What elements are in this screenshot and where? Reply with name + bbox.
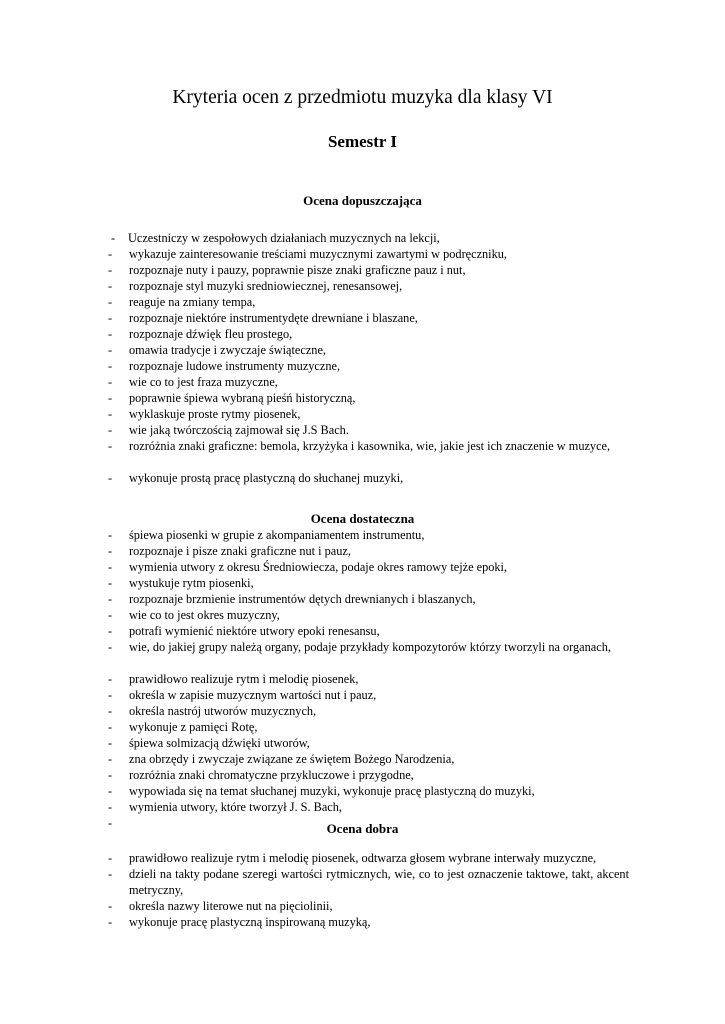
bullet-dash: - — [108, 704, 113, 718]
bullet-dash: - — [108, 816, 113, 830]
bullet-dash: - — [108, 295, 113, 309]
bullet-dash: - — [108, 624, 113, 638]
bullet-dash: - — [108, 688, 113, 702]
criteria-list-dostateczna — [0, 527, 725, 831]
bullet-dash: - — [108, 359, 113, 373]
semester-heading: Semestr I — [327, 132, 398, 151]
list-item: - Uczestniczy w zespołowych działaniach muzycznych na lekcji, — [111, 231, 440, 245]
bullet-dash: - — [108, 528, 113, 542]
bullet-dash: - — [108, 279, 113, 293]
list-item: - rozróżnia znaki graficzne: bemola, krzyżyka i kasownika, wie, jakie jest ich znaczenie w muzyce, — [108, 439, 611, 453]
list-item: - wie co to jest fraza muzyczne, — [108, 375, 278, 389]
bullet-dash: - — [108, 592, 113, 606]
bullet-dash: - — [108, 720, 113, 734]
list-item: - wykonuje z pamięci Rotę, — [108, 720, 258, 734]
list-item: - rozpoznaje i pisze znaki graficzne nut i pauz, — [108, 544, 351, 558]
list-item: - rozpoznaje nuty i pauzy, poprawnie pisze znaki graficzne pauz i nut, — [108, 263, 466, 277]
bullet-dash: - — [108, 327, 113, 341]
bullet-dash: - — [108, 343, 113, 357]
list-item: - reaguje na zmiany tempa, — [108, 295, 256, 309]
list-item: - omawia tradycje i zwyczaje świąteczne, — [108, 343, 326, 357]
list-item: - potrafi wymienić niektóre utwory epoki renesansu, — [108, 624, 380, 638]
bullet-dash: - — [108, 736, 113, 750]
bullet-dash: - — [108, 752, 113, 766]
list-item: - określa w zapisie muzycznym wartości nut i pauz, — [108, 688, 377, 702]
list-item: - wie, do jakiej grupy należą organy, podaje przykłady kompozytorów którzy tworzyli na organach, — [108, 640, 611, 654]
criteria-list-dobra — [0, 850, 725, 930]
list-item: - zna obrzędy i zwyczaje związane ze świętem Bożego Narodzenia, — [108, 752, 455, 766]
bullet-dash: - — [108, 768, 113, 782]
bullet-dash: - — [108, 560, 113, 574]
bullet-dash: - — [108, 576, 113, 590]
bullet-dash: - — [111, 231, 116, 245]
bullet-dash: - — [108, 784, 113, 798]
section-heading-dobra: Ocena dobra — [326, 821, 399, 836]
list-item: - wie co to jest okres muzyczny, — [108, 608, 280, 622]
list-item: - wie jaką twórczością zajmował się J.S Bach. — [108, 423, 349, 437]
bullet-dash: - — [108, 471, 113, 485]
bullet-dash: - — [108, 899, 113, 913]
criteria-list-dopuszczajaca — [0, 230, 725, 486]
list-item: - wystukuje rytm piosenki, — [108, 576, 254, 590]
bullet-dash: - — [108, 391, 113, 405]
bullet-dash: - — [108, 640, 113, 654]
list-item: - wykazuje zainteresowanie treściami muzycznymi zawartymi w podręczniku, — [108, 247, 507, 261]
list-item: - wykonuje pracę plastyczną inspirowaną muzyką, — [108, 915, 371, 929]
bullet-dash: - — [108, 544, 113, 558]
list-item: - rozpoznaje ludowe instrumenty muzyczne, — [108, 359, 341, 373]
bullet-dash: - — [108, 423, 113, 437]
bullet-dash: - — [108, 247, 113, 261]
list-item: - prawidłowo realizuje rytm i melodię piosenek, odtwarza głosem wybrane interwały muzyczne, — [108, 851, 597, 865]
list-item: - prawidłowo realizuje rytm i melodię piosenek, — [108, 672, 359, 686]
list-item: - rozróżnia znaki chromatyczne przykluczowe i przygodne, — [108, 768, 414, 782]
bullet-dash: - — [108, 439, 113, 453]
bullet-dash: - — [108, 407, 113, 421]
bullet-dash: - — [108, 608, 113, 622]
list-item: - poprawnie śpiewa wybraną pieśń historyczną, — [108, 391, 356, 405]
bullet-dash: - — [108, 263, 113, 277]
list-item: - rozpoznaje dźwięk fleu prostego, — [108, 327, 293, 341]
bullet-dash: - — [108, 311, 113, 325]
list-item: - określa nazwy literowe nut na pięciolinii, — [108, 899, 333, 913]
bullet-dash: - — [108, 915, 113, 929]
list-item: - rozpoznaje brzmienie instrumentów dętych drewnianych i blaszanych, — [108, 592, 476, 606]
list-item: - rozpoznaje styl muzyki sredniowiecznej, renesansowej, — [108, 279, 403, 293]
list-item: - śpiewa solmizacją dźwięki utworów, — [108, 736, 310, 750]
bullet-dash: - — [108, 375, 113, 389]
bullet-dash: - — [108, 867, 113, 881]
section-heading-dopuszczajaca: Ocena dopuszczająca — [303, 193, 422, 208]
bullet-dash: - — [108, 800, 113, 814]
list-item: - wypowiada się na temat słuchanej muzyki, wykonuje pracę plastyczną do muzyki, — [108, 784, 535, 798]
list-item: - wymienia utwory z okresu Średniowiecza, podaje okres ramowy tejże epoki, — [108, 560, 508, 574]
section-heading-dostateczna: Ocena dostateczna — [310, 511, 415, 526]
list-item: - śpiewa piosenki w grupie z akompaniamentem instrumentu, — [108, 528, 425, 542]
list-item: - wyklaskuje proste rytmy piosenek, — [108, 407, 301, 421]
list-item: - określa nastrój utworów muzycznych, — [108, 704, 317, 718]
bullet-dash: - — [108, 672, 113, 686]
list-item: - dzieli na takty podane szeregi wartości rytmicznych, wie, co to jest oznaczenie taktowe, takt, akcent metryczny, — [108, 867, 629, 897]
list-item: - rozpoznaje niektóre instrumentydęte drewniane i blaszane, — [108, 311, 418, 325]
list-item: - wykonuje prostą pracę plastyczną do słuchanej muzyki, — [108, 471, 404, 485]
bullet-dash: - — [108, 851, 113, 865]
list-item: - wymienia utwory, które tworzył J. S. Bach, — [108, 800, 342, 814]
document-title: Kryteria ocen z przedmiotu muzyka dla klasy VI — [172, 87, 553, 108]
